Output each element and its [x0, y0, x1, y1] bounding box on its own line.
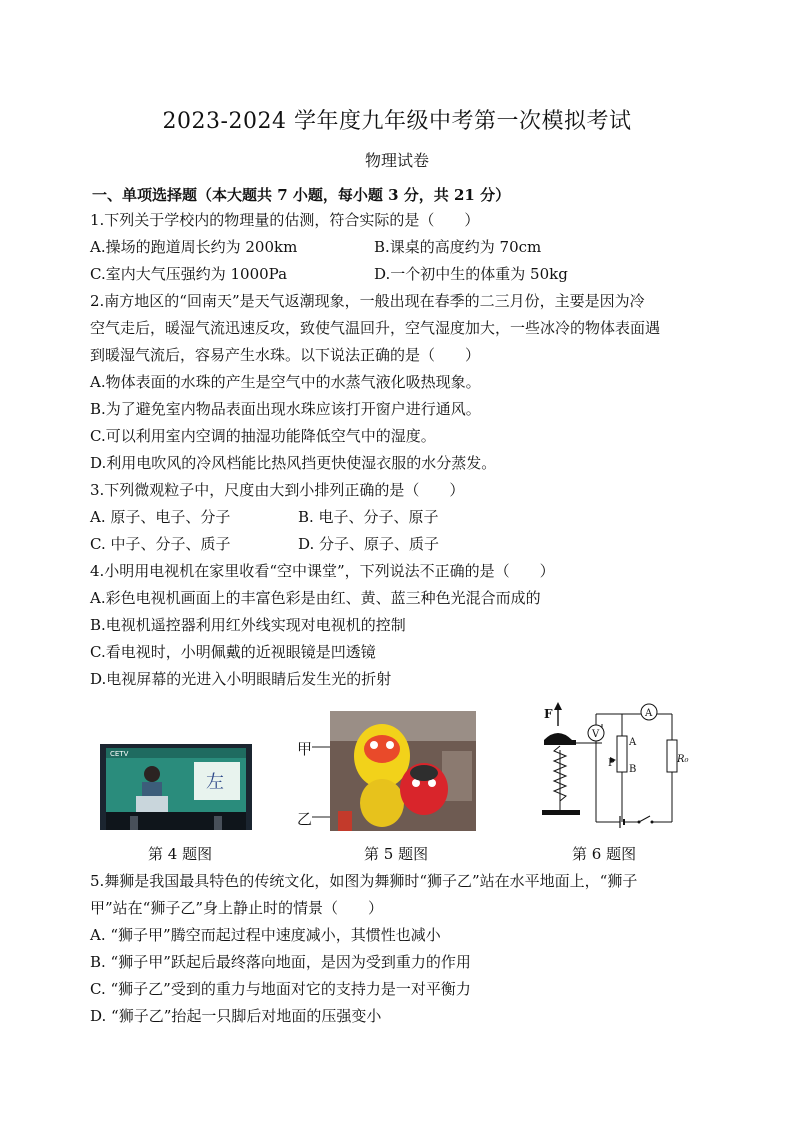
figure-5-caption: 第 5 题图: [364, 845, 429, 863]
question-2-option-b: B.为了避免室内物品表面出现水珠应该打开窗户进行通风。: [90, 400, 481, 418]
question-2-option-d: D.利用电吹风的冷风档能比热风挡更快使湿衣服的水分蒸发。: [90, 454, 497, 472]
question-4-option-a: A.彩色电视机画面上的丰富色彩是由红、黄、蓝三种色光混合而成的: [90, 589, 541, 607]
figure-6-label-a: A: [629, 737, 637, 748]
question-1-option-a: A.操场的跑道周长约为 200km: [90, 238, 298, 256]
question-4-option-b: B.电视机遥控器利用红外线实现对电视机的控制: [90, 616, 406, 634]
question-5-option-d: D. “狮子乙”抬起一只脚后对地面的压强变小: [90, 1007, 382, 1025]
figure-6-label-b: B: [629, 764, 637, 775]
figure-6-caption: 第 6 题图: [572, 845, 637, 863]
figure-6-circuit-diagram: [536, 700, 696, 835]
question-1-stem: 1.下列关于学校内的物理量的估测，符合实际的是（ ）: [90, 211, 480, 229]
figure-5-label-jia: 甲: [297, 740, 313, 758]
question-3-option-b: B. 电子、分子、原子: [298, 508, 439, 526]
question-2-stem-line-3: 到暖湿气流后，容易产生水珠。以下说法正确的是（ ）: [90, 346, 481, 364]
question-5-stem-line-1: 5.舞狮是我国最具特色的传统文化，如图为舞狮时“狮子乙”站在水平地面上，“狮子: [90, 872, 638, 890]
question-3-option-c: C. 中子、分子、质子: [90, 535, 231, 553]
figure-6-label-f: F: [544, 707, 553, 721]
question-3-option-a: A. 原子、电子、分子: [90, 508, 231, 526]
question-4-option-d: D.电视屏幕的光进入小明眼睛后发生光的折射: [90, 670, 392, 688]
figure-4-board-char: 左: [206, 772, 224, 793]
question-3-stem: 3.下列微观粒子中，尺度由大到小排列正确的是（ ）: [90, 481, 465, 499]
question-4-option-c: C.看电视时，小明佩戴的近视眼镜是凹透镜: [90, 643, 376, 661]
figure-6-label-p: P: [608, 758, 615, 769]
question-4-stem: 4.小明用电视机在家里收看“空中课堂”，下列说法不正确的是（ ）: [90, 562, 555, 580]
figure-6-ammeter-label: A: [645, 708, 653, 719]
question-2-stem-line-2: 空气走后，暖湿气流迅速反攻，致使气温回升，空气湿度加大，一些冰冷的物体表面遇: [90, 319, 661, 337]
figure-6-label-r0: R₀: [677, 754, 689, 765]
question-3-option-d: D. 分子、原子、质子: [298, 535, 440, 553]
figure-4-tv-image: [100, 744, 252, 830]
question-5-option-a: A. “狮子甲”腾空而起过程中速度减小，其惯性也减小: [90, 926, 441, 944]
exam-title: 2023-2024 学年度九年级中考第一次模拟考试: [162, 109, 632, 134]
figure-4-caption: 第 4 题图: [148, 845, 213, 863]
question-1-option-d: D.一个初中生的体重为 50kg: [374, 265, 568, 283]
figure-4-tv-logo: CETV: [110, 750, 129, 758]
figure-5-lion-dance-image: [312, 711, 476, 831]
question-1-option-b: B.课桌的高度约为 70cm: [374, 238, 542, 256]
question-2-option-a: A.物体表面的水珠的产生是空气中的水蒸气液化吸热现象。: [90, 373, 481, 391]
question-5-option-b: B. “狮子甲”跃起后最终落向地面，是因为受到重力的作用: [90, 953, 471, 971]
question-5-stem-line-2: 甲”站在“狮子乙”身上静止时的情景（ ）: [90, 899, 384, 917]
figure-5-label-yi: 乙: [297, 810, 313, 828]
section-heading: 一、单项选择题（本大题共 7 小题，每小题 3 分，共 21 分）: [92, 186, 511, 204]
question-2-stem-line-1: 2.南方地区的“回南天”是天气返潮现象，一般出现在春季的二三月份，主要是因为冷: [90, 292, 645, 310]
figure-6-voltmeter-label: V: [592, 729, 600, 740]
subject-title: 物理试卷: [364, 151, 429, 170]
question-2-option-c: C.可以利用室内空调的抽湿功能降低空气中的湿度。: [90, 427, 436, 445]
question-1-option-c: C.室内大气压强约为 1000Pa: [90, 265, 288, 283]
question-5-option-c: C. “狮子乙”受到的重力与地面对它的支持力是一对平衡力: [90, 980, 471, 998]
